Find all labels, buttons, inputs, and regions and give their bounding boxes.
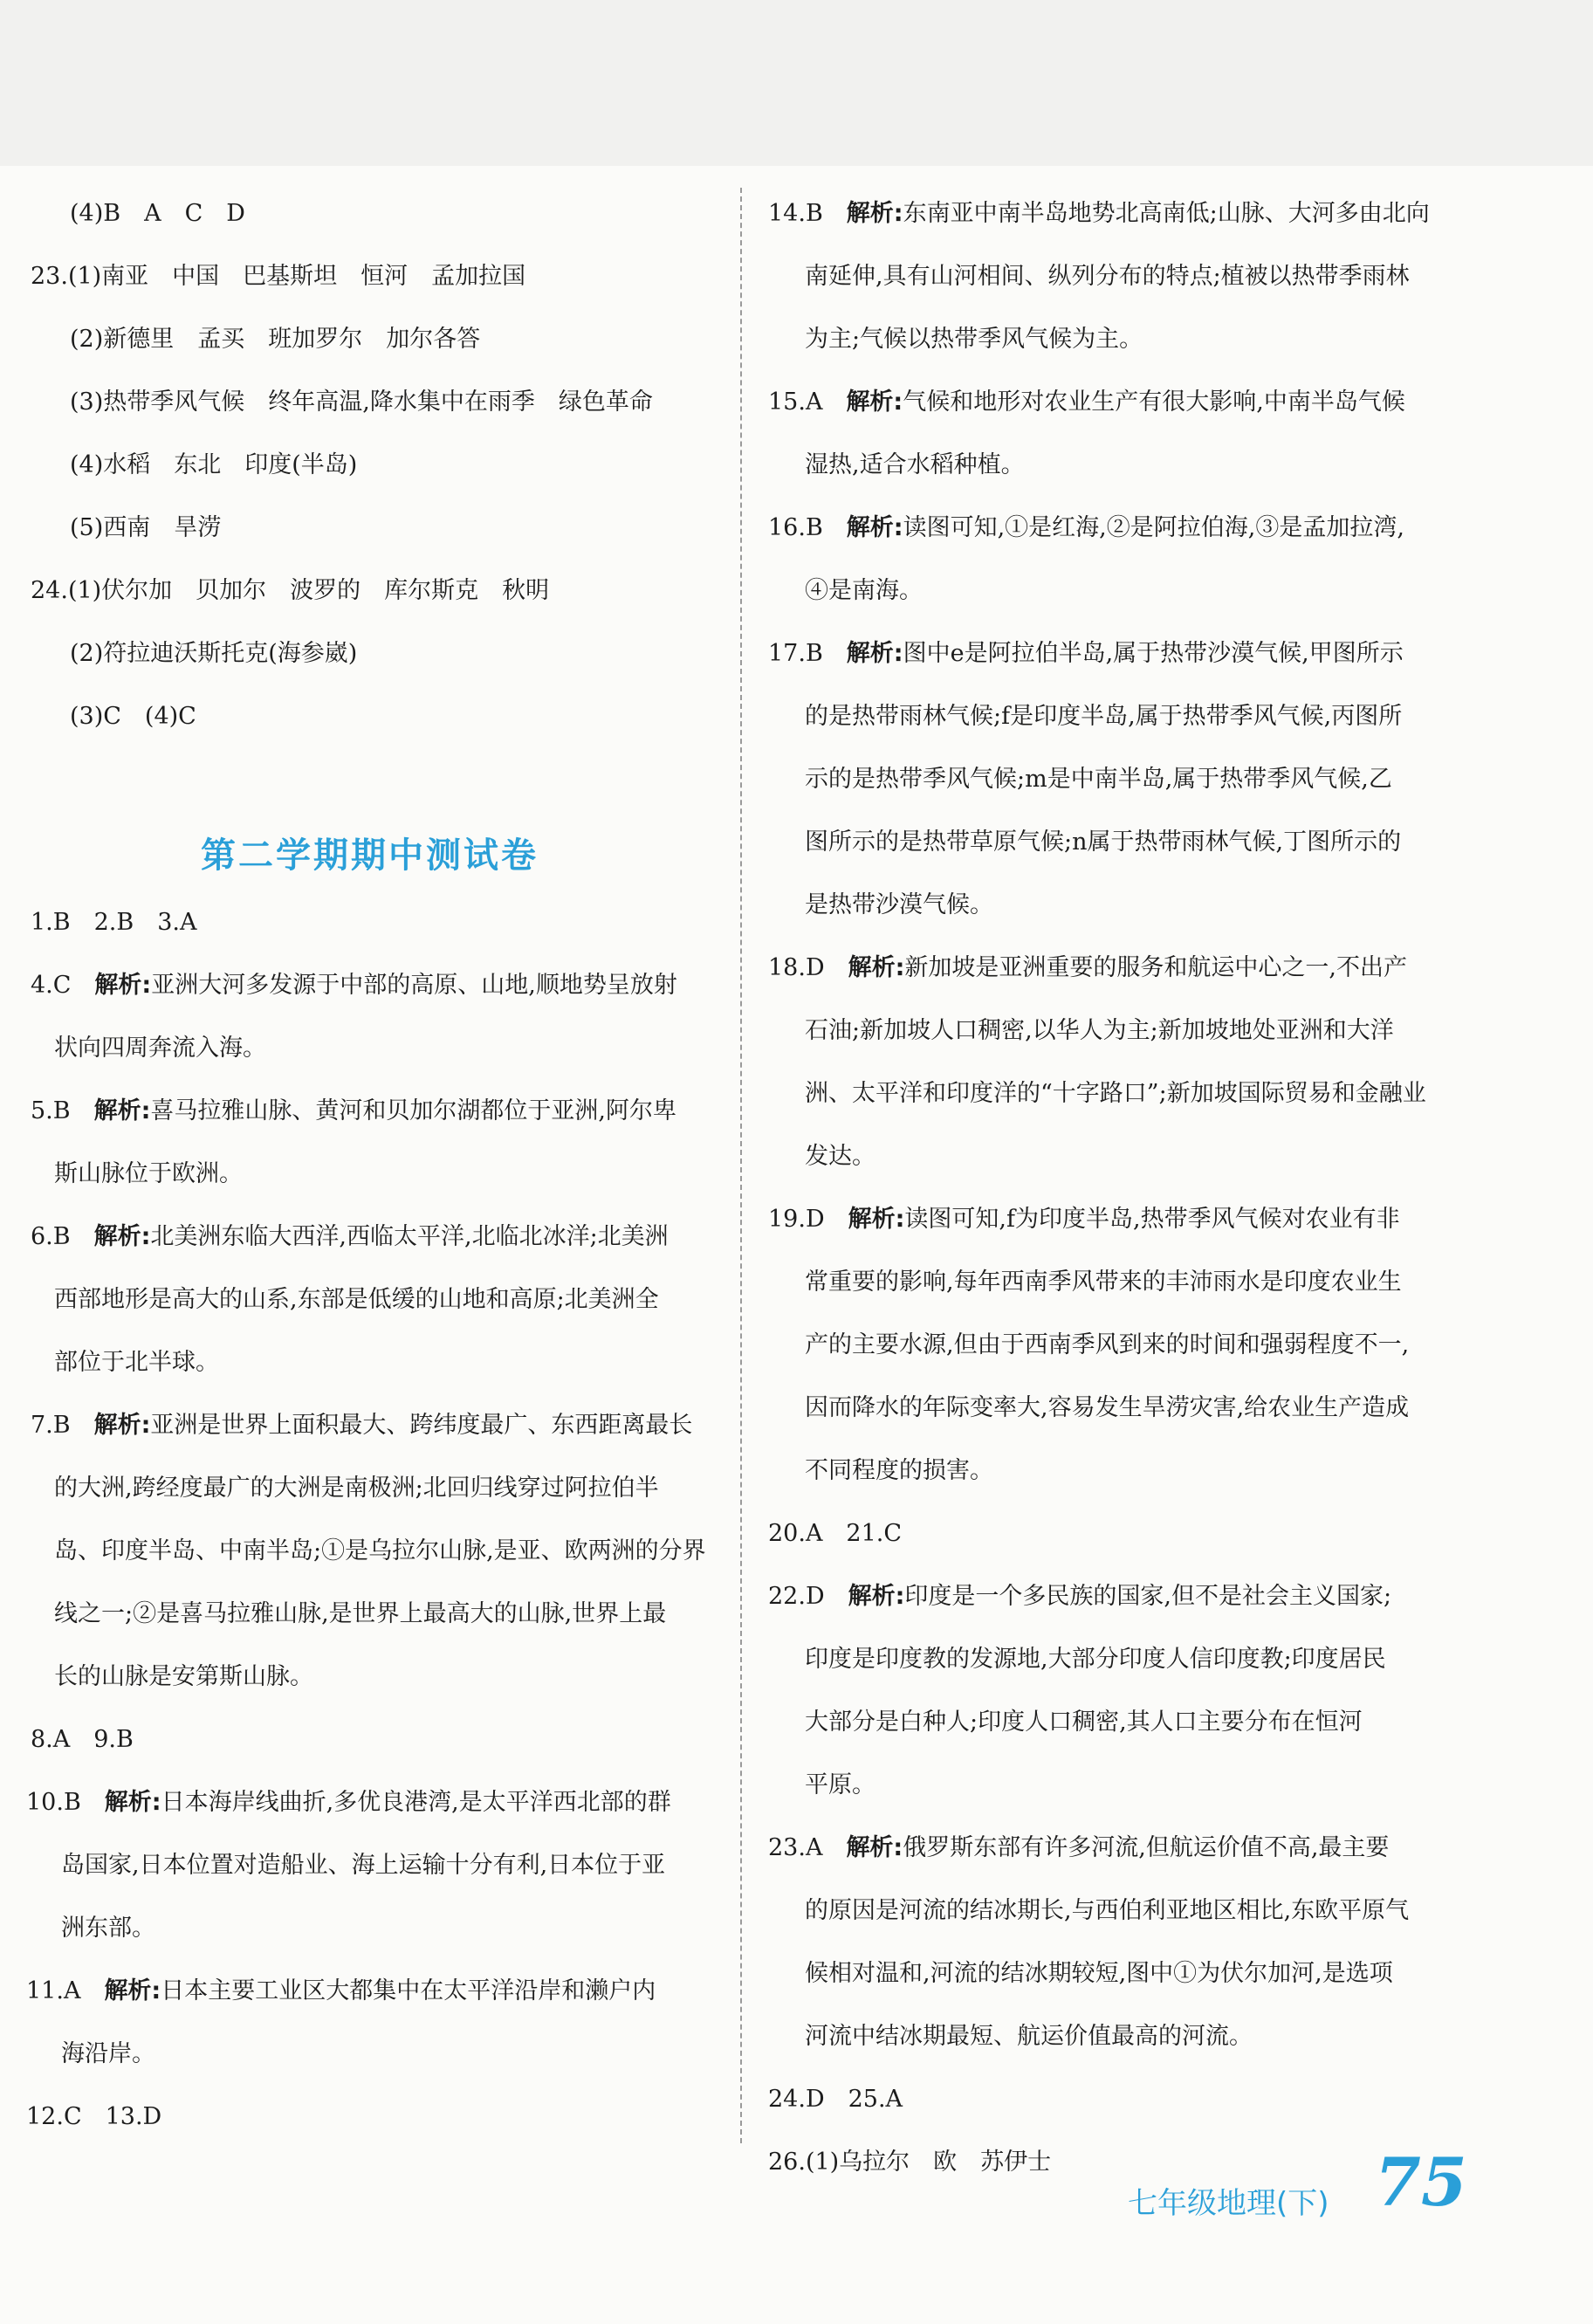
answer-item: 22.D 解析:印度是一个多民族的国家,但不是社会主义国家;	[768, 1583, 1392, 1610]
answer-line: 8.A 9.B	[31, 1726, 134, 1753]
answer-line: 1.B 2.B 3.A	[31, 909, 197, 936]
explanation-line: 是热带沙漠气候。	[805, 891, 993, 918]
explanation-line: 的是热带雨林气候;f是印度半岛,属于热带季风气候,丙图所	[805, 703, 1403, 730]
answer-item: 4.C 解析:亚洲大河多发源于中部的高原、山地,顺地势呈放射	[31, 972, 677, 999]
explanation-line: 斯山脉位于欧洲。	[54, 1160, 243, 1187]
answer-item: 7.B 解析:亚洲是世界上面积最大、跨纬度最广、东西距离最长	[31, 1412, 693, 1439]
explanation-line: ④是南海。	[805, 577, 923, 604]
explanation-line: 状向四周奔流入海。	[54, 1035, 266, 1062]
explanation-line: 河流中结冰期最短、航运价值最高的河流。	[805, 2023, 1253, 2050]
explanation-line: 常重要的影响,每年西南季风带来的丰沛雨水是印度农业生	[805, 1269, 1402, 1296]
explanation-line: 大部分是白种人;印度人口稠密,其人口主要分布在恒河	[805, 1709, 1363, 1736]
column-divider	[740, 188, 742, 2143]
answer-line: (3)热带季风气候 终年高温,降水集中在雨季 绿色革命	[70, 388, 653, 416]
explanation-line: 为主;气候以热带季风气候为主。	[805, 326, 1143, 353]
explanation-line: 岛、印度半岛、中南半岛;①是乌拉尔山脉,是亚、欧两洲的分界	[54, 1537, 706, 1564]
explanation-line: 岛国家,日本位置对造船业、海上运输十分有利,日本位于亚	[61, 1852, 666, 1879]
answer-line: (3)C (4)C	[70, 703, 196, 730]
explanation-line: 部位于北半球。	[54, 1349, 219, 1376]
answer-line: (4)B A C D	[70, 200, 245, 227]
explanation-line: 长的山脉是安第斯山脉。	[54, 1663, 313, 1690]
explanation-line: 线之一;②是喜马拉雅山脉,是世界上最高大的山脉,世界上最	[54, 1600, 667, 1627]
explanation-line: 洲、太平洋和印度洋的“十字路口”;新加坡国际贸易和金融业	[805, 1080, 1426, 1107]
explanation-line: 不同程度的损害。	[805, 1457, 993, 1484]
explanation-line: 南延伸,具有山河相间、纵列分布的特点;植被以热带季雨林	[805, 263, 1410, 290]
explanation-line: 的大洲,跨经度最广的大洲是南极洲;北回归线穿过阿拉伯半	[54, 1475, 659, 1502]
answer-line: 24.D 25.A	[768, 2086, 903, 2113]
answer-line: 26.(1)乌拉尔 欧 苏伊士	[768, 2149, 1052, 2176]
page-header-band	[0, 0, 1593, 166]
answer-line: 20.A 21.C	[768, 1520, 903, 1547]
explanation-line: 平原。	[805, 1771, 875, 1798]
explanation-line: 候相对温和,河流的结冰期较短,图中①为伏尔加河,是选项	[805, 1960, 1393, 1987]
answer-line: (2)新德里 孟买 班加罗尔 加尔各答	[70, 326, 481, 353]
section-title: 第二学期期中测试卷	[201, 835, 539, 876]
footer-book-label: 七年级地理(下)	[1128, 2186, 1329, 2221]
answer-item: 11.A 解析:日本主要工业区大都集中在太平洋沿岸和濑户内	[26, 1977, 656, 2004]
answer-line: (4)水稻 东北 印度(半岛)	[70, 451, 358, 478]
answer-item: 15.A 解析:气候和地形对农业生产有很大影响,中南半岛气候	[768, 388, 1405, 416]
answer-item: 16.B 解析:读图可知,①是红海,②是阿拉伯海,③是孟加拉湾,	[768, 514, 1404, 541]
answer-item: 17.B 解析:图中e是阿拉伯半岛,属于热带沙漠气候,甲图所示	[768, 640, 1404, 667]
answer-item: 5.B 解析:喜马拉雅山脉、黄河和贝加尔湖都位于亚洲,阿尔卑	[31, 1097, 677, 1124]
explanation-line: 发达。	[805, 1143, 875, 1170]
answer-item: 23.A 解析:俄罗斯东部有许多河流,但航运价值不高,最主要	[768, 1834, 1390, 1861]
explanation-line: 的原因是河流的结冰期长,与西伯利亚地区相比,东欧平原气	[805, 1897, 1410, 1924]
explanation-line: 产的主要水源,但由于西南季风到来的时间和强弱程度不一,	[805, 1331, 1410, 1358]
answer-item: 18.D 解析:新加坡是亚洲重要的服务和航运中心之一,不出产	[768, 954, 1407, 981]
answer-line: 23.(1)南亚 中国 巴基斯坦 恒河 孟加拉国	[31, 263, 526, 290]
explanation-line: 示的是热带季风气候;m是中南半岛,属于热带季风气候,乙	[805, 766, 1392, 793]
explanation-line: 印度是印度教的发源地,大部分印度人信印度教;印度居民	[805, 1646, 1386, 1673]
explanation-line: 图所示的是热带草原气候;n属于热带雨林气候,丁图所示的	[805, 829, 1402, 856]
answer-line: 12.C 13.D	[26, 2103, 162, 2130]
explanation-line: 石油;新加坡人口稠密,以华人为主;新加坡地处亚洲和大洋	[805, 1017, 1394, 1044]
explanation-line: 海沿岸。	[61, 2040, 155, 2067]
explanation-line: 湿热,适合水稻种植。	[805, 451, 1025, 478]
answer-item: 10.B 解析:日本海岸线曲折,多优良港湾,是太平洋西北部的群	[26, 1789, 671, 1816]
explanation-line: 洲东部。	[61, 1915, 155, 1942]
answer-line: 24.(1)伏尔加 贝加尔 波罗的 库尔斯克 秋明	[31, 577, 550, 604]
explanation-line: 西部地形是高大的山系,东部是低缓的山地和高原;北美洲全	[54, 1286, 659, 1313]
answer-line: (5)西南 旱涝	[70, 514, 222, 541]
page-number: 75	[1375, 2143, 1467, 2221]
answer-item: 19.D 解析:读图可知,f为印度半岛,热带季风气候对农业有非	[768, 1206, 1400, 1233]
answer-item: 14.B 解析:东南亚中南半岛地势北高南低;山脉、大河多由北向	[768, 200, 1430, 227]
explanation-line: 因而降水的年际变率大,容易发生旱涝灾害,给农业生产造成	[805, 1394, 1410, 1421]
answer-item: 6.B 解析:北美洲东临大西洋,西临太平洋,北临北冰洋;北美洲	[31, 1223, 669, 1250]
answer-line: (2)符拉迪沃斯托克(海参崴)	[70, 640, 358, 667]
